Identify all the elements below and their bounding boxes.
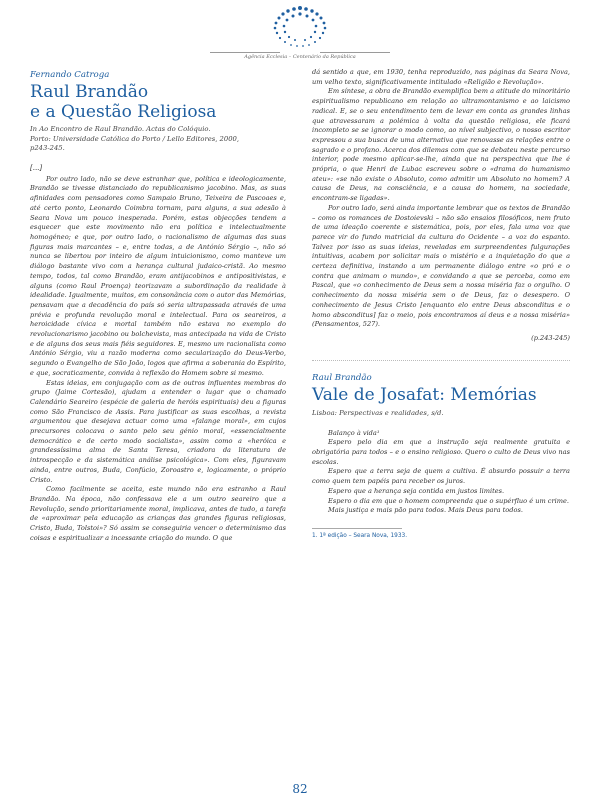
header-caption: Agência Ecclesia – Centenário da República [244, 54, 356, 60]
article1-title-line1: Raul Brandão [30, 82, 149, 102]
article2-salutation: Balanço à vida¹ [328, 428, 380, 437]
paragraph: dá sentido a que, em 1930, tenha reproduzido, nas páginas da Seara Nova, um velho texto, significativamente intitulado «Religião e Revolução». [312, 68, 570, 86]
paragraph: Espero que a terra seja de quem a cultiva. É absurdo possuir a terra como quem tem papéis para receber os juros. [312, 467, 570, 486]
article1-body-continued [312, 68, 570, 330]
article1-ellipsis: [...] [30, 163, 43, 172]
article1-author: Fernando Catroga [30, 70, 110, 80]
article1-source-line3: p243-245. [30, 144, 65, 153]
paragraph: Como facilmente se aceita, este mundo não era estranho a Raul Brandão. Na época, não confessava ele a um outro seareiro que a Revolução, sendo prioritariamente moral, implicava, antes de tudo, a tarefa de «aproximar pela educação as crianças das grandes figuras religiosas, Cristo, Buda, Tolstoi»? Só assim se conseguiria vencer o determinismo das coisas e espiritualizar a incessante criação do mundo. O que [30, 485, 286, 542]
paragraph: Espero que a herança seja contida em justos limites. [328, 486, 505, 495]
paragraph: Mais justiça e mais pão para todos. Mais Deus para todos. [328, 506, 523, 515]
paragraph: Espero pelo dia em que a instrução seja realmente gratuita e obrigatória para todos – e o ensino religioso. Quero o culto de Deus vivo nas escolas. [312, 438, 570, 466]
paragraph: Espero o dia em que o homem compreenda que o supérfluo é um crime. [328, 496, 569, 505]
paragraph: Por outro lado, será ainda importante lembrar que os textos de Brandão – como os romances de Dostoievski – não são ensaios filosóficos, nem fruto de uma ideação coerente e sistemática, pois, por eles, fala uma voz que parece vir do fundo matricial da cultura do Ocidente – a voz do espanto. Talvez por isso as suas ideias, reveladas em surpreendentes fulgurações intuitivas, acabem por solicitar mais o mistério e a inquietação do que a certeza definitiva, instando a um permanente diálogo entre «o pró e o contra que animam o mundo», e convidando a que se perceba, como em Pascal, que «o conhecimento de Deus sem a nossa miséria faz o orgulho. O conhecimento da nossa miséria sem o de Deus, faz o desespero. O conhecimento de Jesus Cristo [enquanto elo entre Deus absconditus e o homo absconditus] faz o meio, pois encontramos aí deus e a nossa miséria» (Pensamentos, 527). [312, 203, 570, 329]
article2-publication: Lisboa: Perspectivas e realidades, s/d. [312, 408, 444, 417]
article2-body [312, 429, 570, 516]
article1-body [30, 175, 286, 544]
article1-title-line2: e a Questão Religiosa [30, 102, 217, 122]
dotted-circle-logo [250, 0, 350, 52]
paragraph: Em síntese, a obra de Brandão exemplifica bem a atitude do minoritário espiritualismo republicano em relação ao ultramontanismo e ao laicismo radical. E, se o seu entendimento tem de levar em conta as grandes linhas que atravessaram a polémica à volta da questão religiosa, ele ficará incompleto se se ignorar o modo como, ao nível subjectivo, o nosso escritor expressou a sua busca de uma alternativa que renovasse as relações entre o sagrado e o profano. Acerca dos dilemas com que se debateu neste percurso interior, pode mesmo aplicar-se-lhe, ainda que na perspectiva que lhe é própria, o que Henri de Lubac escreveu sobre o «drama do humanismo ateu»: «se não existe o Absoluto, como admitir um Absoluto no homem? A causa de Deus, na consciência, e a causa do homem, na sociedade, encontram-se ligadas». [312, 87, 570, 203]
article1-source-line2: Porto: Universidade Católica do Porto / Lello Editores, 2000, [30, 134, 240, 143]
article-separator [312, 360, 570, 361]
paragraph: Estas ideias, em conjugação com as de outros influentes membros do grupo (Jaime Cortesão), ajudam a entender o lugar que o chamado Calendário Seareiro (espécie de galeria de heróis espirituais) deu a figuras como São Francisco de Assis. Para justificar as suas escolhas, a revista argumentou que desejava actuar como uma «falange moral», em cujos precursores colocava o santo pelo seu génio moral, «essencialmente democrático e de certo modo socialista», assim como a «heróica e grandessíssima alma de Santa Teresa, criadora da literatura de introspecção e da sistemática análise psicológica». Com eles, figuravam ainda, entre outros, Buda, Confúcio, Zoroastro e, logicamente, o próprio Cristo. [30, 378, 286, 484]
footnote-rule [312, 528, 402, 529]
article1-page-reference: (p.243-245) [531, 333, 570, 342]
header-rule-left [210, 52, 280, 53]
left-column [30, 68, 286, 544]
paragraph: Por outro lado, não se deve estranhar que, política e ideologicamente, Brandão se tivesse distanciado do republicanismo jacobino. Mas, as suas afinidades com pensadores como Sampaio Bruno, Teixeira de Pascoaes e, até certo ponto, Leonardo Coimbra tornam, para alguns, a sua adesão à Seara Nova um pouco inesperada. Porém, estas objecções tendem a esquecer que este movimento não era política e intelectualmente homogéneo; e que, por outro lado, o racionalismo de algumas das suas figuras mais marcantes – e, entre todas, a de António Sérgio –, não só nunca se libertou por inteiro de algum intuicionismo, como manteve um diálogo bastante vivo com a herança cultural judaico-cristã. Ao mesmo tempo, todos, tal como Brandão, eram antijacobinos e antipositivistas, e alguns (como Raul Proença) teorizavam a subordinação da realidade à idealidade. Igualmente, muitos, em consonância com o autor das Memórias, pensavam que a decadência do país só seria ultrapassada através de uma prévia e profunda revolução moral e intelectual. Para os seareiros, a heroicidade cívica e mortal também não estava no exemplo do revolucionarismo jacobino ou bolchevista, mas antecipada na vida de Cristo e de alguns dos seus mais fiéis seguidores. E, mesmo um racionalista como António Sérgio, viu a razão moderna como secularização do Deus-Verbo, segundo o Evangelho de São João, logos que afirma a soberania do Espírito, e que, socraticamente, convida à reflexão do Homem sobre si mesmo. [30, 174, 286, 377]
right-column [312, 68, 570, 539]
article1-title [30, 82, 286, 122]
article2-author: Raul Brandão [312, 372, 372, 383]
header-rule-right [320, 52, 390, 53]
footnote: 1. 1ª edição – Seara Nova, 1933. [312, 532, 408, 539]
article1-source-line1: In Ao Encontro de Raul Brandão. Actas do Colóquio. [30, 125, 211, 133]
article2-title: Vale de Josafat: Memórias [312, 384, 537, 405]
page-number: 82 [292, 782, 308, 796]
